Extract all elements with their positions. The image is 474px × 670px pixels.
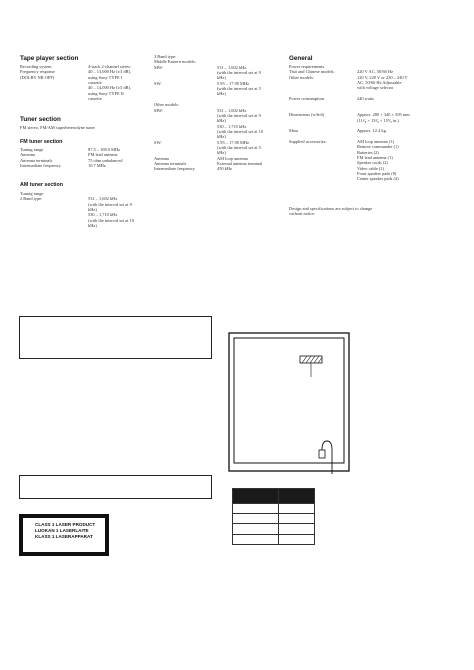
spec-value: kHz)	[217, 118, 226, 124]
spec-value: (with the interval set at 9	[217, 112, 261, 118]
spec-value: Approx. 280 × 340 × 395 mm	[357, 112, 410, 118]
spec-value: (with the interval set at 9	[217, 70, 261, 76]
tape-section-heading: Tape player section	[20, 55, 79, 62]
spec-value: 87.5 – 108.0 MHz	[88, 147, 121, 152]
design-note-line2: without notice.	[289, 211, 316, 217]
spec-value: Center speaker pads (4)	[357, 176, 399, 182]
laser-class-label	[19, 514, 109, 556]
spec-label: SW:	[154, 139, 162, 145]
spec-label: Antenna	[154, 155, 169, 161]
spec-label: 3 Band type:	[154, 54, 177, 59]
spec-label: Other models:	[154, 102, 179, 108]
spec-label: SW:	[154, 80, 162, 86]
tuner-description: FM stereo, FM/AM superheterodyne tuner	[20, 125, 95, 130]
spec-value: FM lead antenna (1)	[357, 154, 393, 160]
spec-value: 220 V AC, 50/60 Hz	[357, 69, 394, 75]
spec-value: AM loop antenna (1)	[357, 138, 394, 144]
spec-label: Tuning range	[20, 191, 44, 196]
design-note-line1: Design and specifications are subject to change	[289, 206, 373, 211]
spec-value: Front speaker pads (8)	[357, 171, 397, 176]
spec-value: Approx. 12.4 kg	[357, 128, 386, 134]
spec-label: Intermediate frequency	[20, 163, 61, 169]
spec-value: 40 – 13,000 Hz (±3 dB),	[88, 69, 132, 75]
spec-label: MW:	[154, 64, 164, 70]
spec-value: Batteries (2)	[357, 149, 379, 155]
spec-value: 531 – 1,602 kHz	[217, 107, 247, 113]
spec-label: Antenna terminals	[154, 161, 187, 166]
spec-label: Intermediate frequency	[154, 166, 195, 172]
spec-value: 75 ohm unbalanced	[88, 157, 123, 163]
spec-value: kHz)	[88, 207, 97, 213]
table-header-row	[233, 489, 315, 504]
table-row	[233, 534, 315, 544]
laser-label-line1: CLASS 1 LASER PRODUCT	[35, 522, 96, 527]
spec-value: External antenna terminal	[217, 161, 263, 166]
fm-tuner-heading: FM tuner section	[20, 139, 63, 145]
spec-value: kHz)	[217, 150, 226, 156]
spec-value: kHz)	[217, 91, 226, 97]
spec-label: 2 Band type:	[20, 196, 43, 202]
spec-value: with voltage selector	[357, 85, 394, 91]
spec-label: Tuning range	[20, 147, 44, 152]
spec-value: Remote commander (1)	[357, 144, 399, 150]
spec-value: 4-track 2-channel stereo	[88, 64, 131, 69]
spec-label: Dimensions (w/h/d)	[289, 112, 325, 118]
spec-value: 120 V, 220 V or 230 – 240 V	[357, 74, 408, 80]
spec-value: FM lead antenna	[88, 152, 118, 158]
spec-value: cassette	[88, 96, 102, 102]
blank-notice-box-lower	[19, 475, 212, 499]
spec-value: 530 – 1,710 kHz	[217, 123, 247, 129]
spec-value: (11¹⁄₈ × 13³⁄₈ × 15⁵⁄₈ in.)	[357, 117, 399, 123]
spec-value: (with the interval set at 5	[217, 86, 261, 92]
am-tuner-heading: AM tuner section	[20, 182, 63, 188]
spec-value: kHz)	[217, 75, 226, 81]
spec-value: kHz)	[217, 134, 226, 140]
spec-table	[232, 488, 315, 545]
spec-label: Supplied accessories:	[289, 138, 327, 144]
spec-value: (with the interval set at 9	[88, 201, 132, 207]
blank-notice-box-upper	[19, 316, 212, 359]
table-row	[233, 514, 315, 524]
spec-value: 531 – 1,602 kHz	[217, 64, 247, 70]
spec-value: Video cable (1)	[357, 165, 385, 171]
spec-label: Other models:	[289, 74, 314, 80]
spec-value: (with the interval set at 10	[217, 128, 263, 134]
table-row	[233, 504, 315, 514]
laser-label-line3: KLASS 1 LASERAPPARAT	[35, 533, 93, 539]
spec-value: 5.95 – 17.90 MHz	[217, 80, 250, 86]
spec-label: Recording system	[20, 64, 52, 69]
table-row	[233, 524, 315, 534]
spec-label: Frequency response	[20, 69, 55, 75]
spec-value: kHz)	[88, 223, 97, 229]
spec-label: Mass	[289, 128, 299, 134]
spec-value: Speaker cords (2)	[357, 160, 388, 166]
spec-value: 10.7 MHz	[88, 163, 106, 169]
spec-label: Antenna	[20, 152, 35, 158]
spec-value: AM loop antenna	[217, 155, 248, 161]
spec-label: MW:	[154, 107, 164, 113]
spec-value: 40 – 14,000 Hz (±3 dB),	[88, 85, 132, 91]
power-cord-outlet	[319, 450, 325, 458]
spec-value: using Sony TYPE II	[88, 90, 124, 96]
spec-label: Power consumption	[289, 96, 325, 102]
laser-label-line2: LUOKAN 1 LASERLAITE	[35, 527, 89, 533]
tuner-section-heading: Tuner section	[20, 116, 61, 123]
spec-label: Power requirements	[289, 64, 325, 69]
spec-value: cassette	[88, 80, 102, 86]
spec-value: 530 – 1,710 kHz	[88, 212, 118, 218]
spec-label: (DOLBY NR OFF)	[20, 74, 55, 80]
spec-value: 5.95 – 17.90 MHz	[217, 139, 250, 145]
spec-value: AC, 50/60 Hz Adjustable	[357, 80, 402, 86]
spec-value: 531 – 1,602 kHz	[88, 196, 118, 202]
general-section-heading: General	[289, 55, 313, 62]
spec-label: Thai and Chinese models:	[289, 69, 335, 75]
spec-value: 450 kHz	[217, 166, 232, 172]
rear-panel-diagram	[226, 328, 356, 478]
spec-value: using Sony TYPE I	[88, 74, 123, 80]
spec-label: Antenna terminals	[20, 157, 53, 163]
spec-value: 240 watts	[357, 96, 374, 102]
spec-value: (with the interval set at 5	[217, 144, 261, 150]
spec-label: Middle Eastern models:	[154, 59, 196, 65]
unit-outline	[229, 333, 349, 471]
spec-value: (with the interval set at 10	[88, 217, 134, 223]
